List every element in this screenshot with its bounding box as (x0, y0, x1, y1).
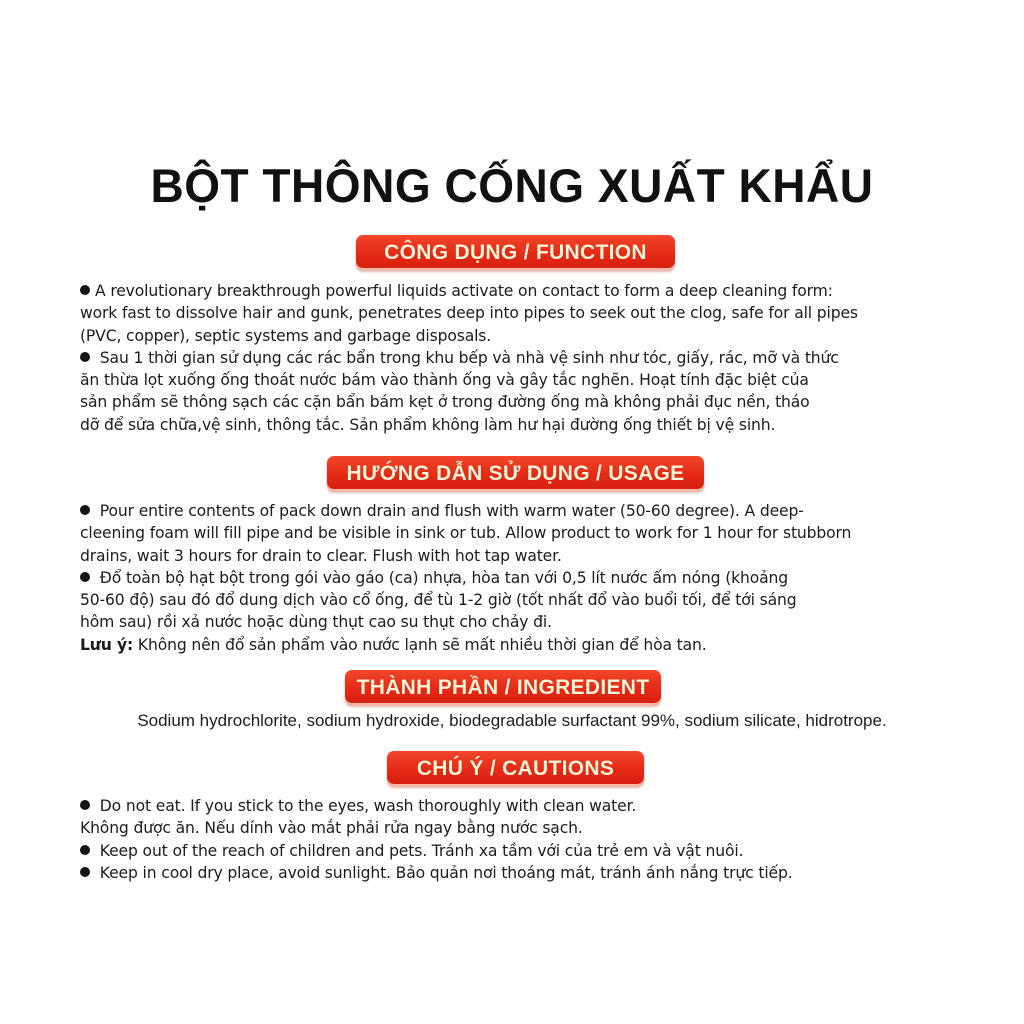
usage-note (80, 634, 960, 656)
function-line-6: sản phẩm sẽ thông sạch các cặn bẩn bám kẹt ở trong đường ống mà không phải đục nền, tháo (80, 393, 810, 412)
ingredient-text: Sodium hydrochlorite, sodium hydroxide, biodegradable surfactant 99%, sodium silicate, hidrotrope. (137, 711, 887, 730)
caution-line-2: Không được ăn. Nếu dính vào mắt phải rửa ngay bằng nước sạch. (80, 819, 583, 838)
function-line-4: Sau 1 thời gian sử dụng các rác bẩn trong khu bếp và nhà vệ sinh như tóc, giấy, rác, mỡ và thức (80, 347, 960, 369)
caution-line-1: Do not eat. If you stick to the eyes, wash thoroughly with clean water. (80, 795, 960, 817)
caution-line-3: Keep out of the reach of children and pets. Tránh xa tầm với của trẻ em và vật nuôi. (80, 840, 960, 862)
function-line-5: ăn thừa lọt xuống ống thoát nước bám vào thành ống và gây tắc nghẽn. Hoạt tính đặc biệt của (80, 371, 809, 390)
usage-line-4: Đổ toàn bộ hạt bột trong gói vào gáo (ca) nhựa, hòa tan với 0,5 lít nước ấm nóng (khoảng (80, 567, 960, 589)
function-line-7: dỡ để sửa chữa,vệ sinh, thông tắc. Sản phẩm không làm hư hại đường ống thiết bị vệ sinh. (80, 415, 776, 434)
usage-note-text: Không nên đổ sản phẩm vào nước lạnh sẽ mất nhiều thời gian để hòa tan. (133, 635, 707, 654)
section-heading-usage: HƯỚNG DẪN SỬ DỤNG / USAGE (327, 456, 704, 491)
function-text-block (80, 280, 960, 436)
usage-note-label: Lưu ý: (80, 635, 134, 654)
section-heading-function: CÔNG DỤNG / FUNCTION (356, 235, 675, 270)
cautions-text-block (80, 795, 960, 884)
usage-line-6: hôm sau) rồi xả nước hoặc dùng thụt cao su thụt cho chảy đi. (80, 613, 552, 632)
usage-line-3: drains, wait 3 hours for drain to clear. Flush with hot tap water. (80, 546, 562, 565)
usage-text-block (80, 500, 960, 656)
section-heading-ingredient: THÀNH PHẦN / INGREDIENT (345, 670, 661, 705)
function-line-1: A revolutionary breakthrough powerful liquids activate on contact to form a deep cleaning form: (80, 280, 960, 302)
usage-line-1: Pour entire contents of pack down drain and flush with warm water (50-60 degree). A deep- (80, 500, 960, 522)
usage-line-5: 50-60 độ) sau đó đổ dung dịch vào cổ ống, để tù 1-2 giờ (tốt nhất đổ vào buổi tối, để tới sáng (80, 591, 797, 610)
section-heading-cautions: CHÚ Ý / CAUTIONS (387, 751, 644, 786)
usage-line-2: cleening foam will fill pipe and be visible in sink or tub. Allow product to work for 1 hour for stubborn (80, 524, 852, 543)
page-title: BỘT THÔNG CỐNG XUẤT KHẨU (150, 159, 874, 212)
function-line-2: work fast to dissolve hair and gunk, penetrates deep into pipes to seek out the clog, safe for all pipes (80, 304, 858, 323)
caution-line-4: Keep in cool dry place, avoid sunlight. Bảo quản nơi thoáng mát, tránh ánh nắng trực tiếp. (80, 862, 960, 884)
function-line-3: (PVC, copper), septic systems and garbage disposals. (80, 326, 492, 345)
